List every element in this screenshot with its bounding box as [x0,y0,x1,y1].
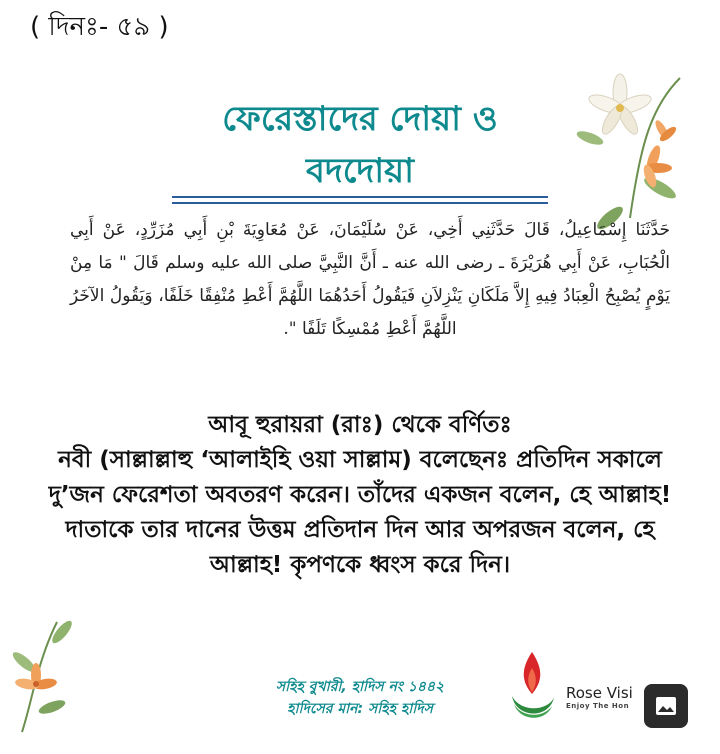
image-icon [654,694,678,718]
reference-grade: হাদিসের মান: সহিহ হাদিস [287,701,433,717]
brand-tagline: Enjoy The Hon [566,702,630,710]
title-divider [172,202,548,204]
brand-logo-text [566,684,656,710]
post-title-line1: ফেরেস্তাদের দোয়া ও [222,99,498,139]
flower-decoration-top [570,68,690,238]
post-title-line2: বদদোয়া [305,151,415,191]
arabic-hadith-text: حَدَّثَنَا إِسْمَاعِيلُ، قَالَ حَدَّثَنِي أَخِي، عَنْ سُلَيْمَانَ، عَنْ مُعَاوِيَةَ بْنِ أَبِي مُزَرِّدٍ، عَنْ أَبِي الْحُبَابِ، عَنْ أَبِي هُرَيْرَةَ ـ رضى الله عنه ـ أَنَّ النَّبِيَّ صلى الله عليه وسلم قَالَ ‏"‏ مَا مِنْ يَوْمٍ يُصْبِحُ الْعِبَادُ فِيهِ إِلاَّ مَلَكَانِ يَنْزِلاَنِ فَيَقُولُ أَحَدُهُمَا اللَّهُمَّ أَعْطِ مُنْفِقًا خَلَفًا، وَيَقُولُ الآخَرُ اللَّهُمَّ أَعْطِ مُمْسِكًا تَلَفًا ‏"‏‏.‏ [70,220,670,339]
title-divider [172,196,548,198]
hadith-reference [240,676,480,720]
translation-body: নবী (সাল্লাল্লাহু ‘আলাইহি ওয়া সাল্লাম) বলেছেনঃ প্রতিদিন সকালে দু’জন ফেরেশতা অবতরণ করেন। তাঁদের একজন বলেন, হে আল্লাহ! দাতাকে তার দানের উত্তম প্রতিদান দিন আর অপরজন বলেন, হে আল্লাহ! কৃপণকে ধ্বংস করে দিন। [48,447,672,578]
bangla-translation [40,408,680,583]
flame-swoosh-logo-icon [506,648,558,728]
day-label: ( দিনঃ- ৫৯ ) [30,12,169,42]
narrator-line: আবূ হুরায়রা (রাঃ) থেকে বর্ণিতঃ [208,412,512,438]
brand-name: Rose Visi [566,684,633,702]
image-button[interactable] [644,684,688,728]
reference-source: সহিহ বুখারী, হাদিস নং ১৪৪২ [275,679,445,695]
flower-decoration-bottom [12,612,82,740]
